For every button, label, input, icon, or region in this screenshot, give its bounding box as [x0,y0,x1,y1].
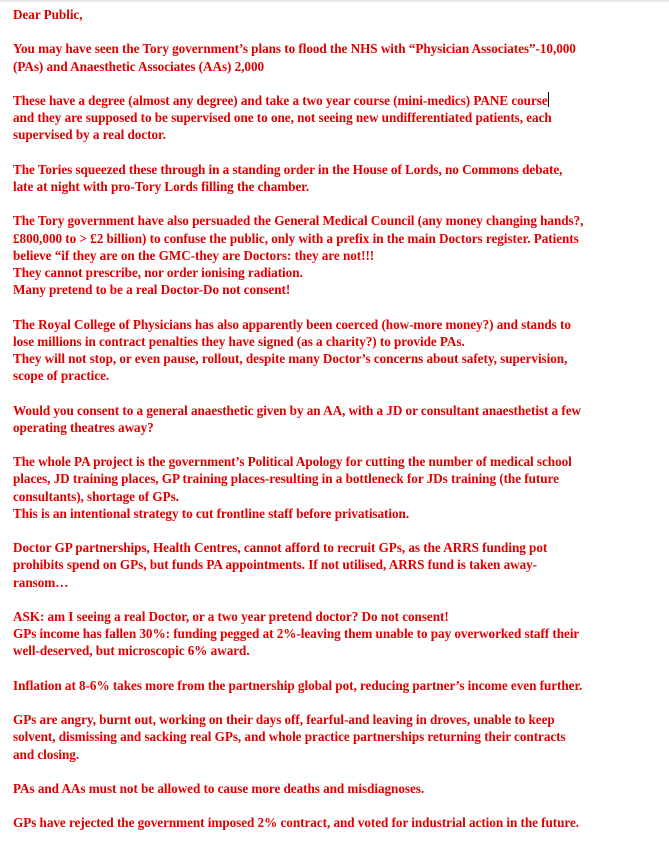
text-line: and closing. [13,746,80,762]
text-line: Doctor GP partnerships, Health Centres, cannot afford to recruit GPs, as the ARRS funding pot [13,540,548,556]
text-line: These have a degree (almost any degree) and take a two year course (mini-medics) PANE course [13,92,548,108]
text-line: solvent, dismissing and sacking real GPs, and whole practice partnerships returning their contracts [13,729,566,745]
text-line: £800,000 to > £2 billion) to confuse the public, only with a prefix in the main Doctors register. Patients [13,230,579,246]
paragraph-6 [13,402,665,436]
text-line: You may have seen the Tory government’s plans to flood the NHS with “Physician Associates”-10,000 [13,41,576,57]
text-line: places, JD training places, GP training places-resulting in a bottleneck for JDs training (the future [13,471,559,487]
text-cursor [548,92,549,107]
text-line: The Tory government have also persuaded the General Medical Council (any money changing hands?, [13,213,584,229]
document-body[interactable] [13,6,665,849]
text-line: (PAs) and Anaesthetic Associates (AAs) 2,000 [13,58,265,74]
text-line: Would you consent to a general anaesthetic given by an AA, with a JD or consultant anaesthetist a few [13,402,582,418]
text-line: The Royal College of Physicians has also apparently been coerced (how-more money?) and stands to [13,316,571,332]
paragraph-9 [13,608,665,660]
paragraph-8 [13,539,665,591]
text-line: Inflation at 8-6% takes more from the partnership global pot, reducing partner’s income even further. [13,677,583,693]
text-line: and they are supposed to be supervised one to one, not seeing new undifferentiated patients, each [13,110,552,126]
text-line: lose millions in contract penalties they have signed (as a charity?) to provide PAs. [13,333,465,349]
paragraph-2 [13,92,665,144]
greeting-line: Dear Public, [13,7,83,22]
text-line: The Tories squeezed these through in a standing order in the House of Lords, no Commons debate, [13,161,563,177]
greeting-paragraph [13,6,665,23]
paragraph-13 [13,814,665,831]
text-line: GPs income has fallen 30%: funding pegged at 2%-leaving them unable to pay overworked staff their [13,626,580,642]
text-line: supervised by a real doctor. [13,127,166,143]
paragraph-5 [13,316,665,385]
text-line: well-deserved, but microscopic 6% award. [13,643,250,659]
paragraph-3 [13,161,665,195]
text-line: GPs have rejected the government imposed 2% contract, and voted for industrial action in the future. [13,815,580,831]
text-line: The whole PA project is the government’s Political Apology for cutting the number of medical school [13,454,572,470]
text-line: believe “if they are on the GMC-they are Doctors: they are not!!! [13,247,375,263]
text-line: operating theatres away? [13,419,154,435]
paragraph-7 [13,453,665,522]
paragraph-11 [13,711,665,763]
text-line: ransom… [13,574,69,590]
text-line: They will not stop, or even pause, rollout, despite many Doctor’s concerns about safety, supervision, [13,350,568,366]
paragraph-list [13,40,665,831]
text-line: consultants), shortage of GPs. [13,488,179,504]
paragraph-4 [13,212,665,298]
paragraph-10 [13,677,665,694]
text-line: This is an intentional strategy to cut frontline staff before privatisation. [13,505,410,521]
text-line: prohibits spend on GPs, but funds PA appointments. If not utilised, ARRS fund is taken away- [13,557,538,573]
page-top-edge [0,0,669,2]
text-line: PAs and AAs must not be allowed to cause more deaths and misdiagnoses. [13,780,425,796]
text-line: Many pretend to be a real Doctor-Do not consent! [13,282,291,298]
text-line: late at night with pro-Tory Lords filling the chamber. [13,178,310,194]
paragraph-1 [13,40,665,74]
paragraph-12 [13,780,665,797]
text-line: scope of practice. [13,368,110,384]
text-line: They cannot prescribe, nor order ionising radiation. [13,264,303,280]
text-line: GPs are angry, burnt out, working on their days off, fearful-and leaving in droves, unable to keep [13,712,555,728]
text-line: ASK: am I seeing a real Doctor, or a two year pretend doctor? Do not consent! [13,608,449,624]
